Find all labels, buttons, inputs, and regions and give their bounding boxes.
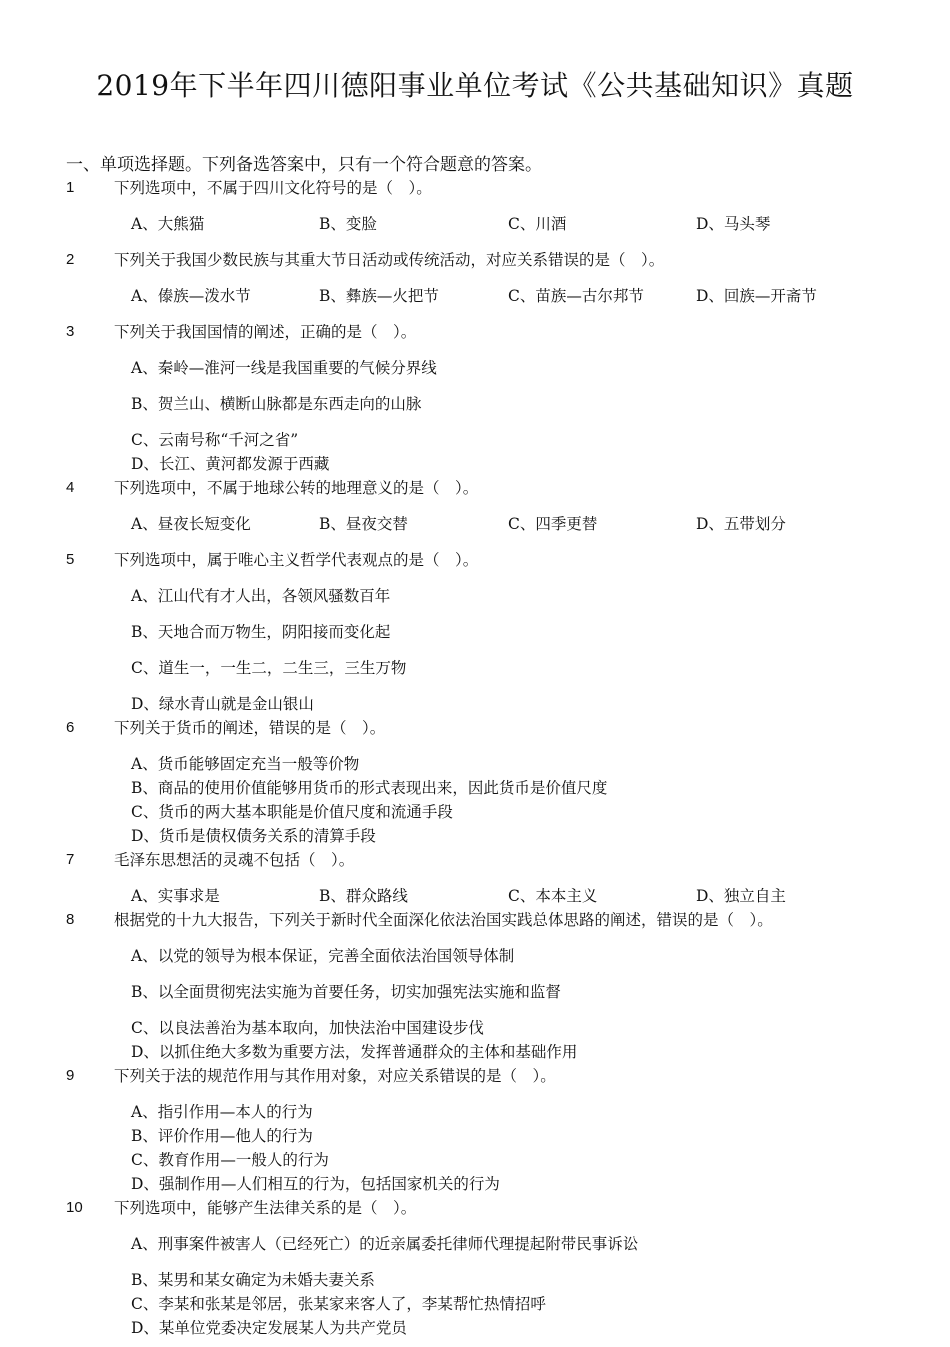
option-d: D、以抓住绝大多数为重要方法，发挥普通群众的主体和基础作用 [131, 1043, 578, 1061]
option-c: C、李某和张某是邻居，张某家来客人了，李某帮忙热情招呼 [131, 1295, 546, 1313]
question-text: 下列选项中，能够产生法律关系的是（ ）。 [114, 1199, 417, 1217]
question-number: 3 [66, 323, 75, 340]
question-text: 下列关于货币的阐述，错误的是（ ）。 [114, 719, 386, 737]
option-d: D、某单位党委决定发展某人为共产党员 [131, 1319, 407, 1337]
question-number: 2 [66, 251, 75, 268]
option-c: C、以良法善治为基本取向，加快法治中国建设步伐 [131, 1019, 484, 1037]
page-title: 2019年下半年四川德阳事业单位考试《公共基础知识》真题 [96, 69, 854, 102]
section-heading: 一、单项选择题。下列备选答案中，只有一个符合题意的答案。 [66, 155, 542, 175]
option-b: B、彝族—火把节 [319, 287, 439, 305]
option-b: B、商品的使用价值能够用货币的形式表现出来，因此货币是价值尺度 [131, 779, 608, 797]
option-b: B、天地合而万物生，阴阳接而变化起 [131, 623, 391, 641]
option-a: A、以党的领导为根本保证，完善全面依法治国领导体制 [131, 947, 515, 965]
question-text: 下列关于我国国情的阐述，正确的是（ ）。 [114, 323, 417, 341]
option-a: A、秦岭—淮河一线是我国重要的气候分界线 [131, 359, 437, 377]
option-a: A、刑事案件被害人（已经死亡）的近亲属委托律师代理提起附带民事诉讼 [131, 1235, 639, 1253]
question-number: 7 [66, 851, 75, 868]
option-a: A、大熊猫 [131, 215, 205, 233]
question-text: 根据党的十九大报告，下列关于新时代全面深化依法治国实践总体思路的阐述，错误的是（ ）。 [114, 911, 773, 929]
question-number: 9 [66, 1067, 75, 1084]
option-b: B、某男和某女确定为未婚夫妻关系 [131, 1271, 375, 1289]
option-b: B、变脸 [319, 215, 377, 233]
question-number: 1 [66, 179, 75, 196]
option-b: B、贺兰山、横断山脉都是东西走向的山脉 [131, 395, 422, 413]
option-d: D、绿水青山就是金山银山 [131, 695, 314, 713]
option-b: B、群众路线 [319, 887, 408, 905]
option-a: A、昼夜长短变化 [131, 515, 251, 533]
question-number: 8 [66, 911, 75, 928]
option-a: A、实事求是 [131, 887, 220, 905]
option-c: C、四季更替 [508, 515, 598, 533]
option-b: B、评价作用—他人的行为 [131, 1127, 313, 1145]
option-a: A、傣族—泼水节 [131, 287, 251, 305]
option-c: C、教育作用—一般人的行为 [131, 1151, 329, 1169]
option-c: C、苗族—古尔邦节 [508, 287, 644, 305]
option-b: B、昼夜交替 [319, 515, 408, 533]
question-number: 10 [66, 1199, 83, 1216]
option-d: D、长江、黄河都发源于西藏 [131, 455, 330, 473]
question-text: 下列选项中，不属于四川文化符号的是（ ）。 [114, 179, 432, 197]
question-text: 下列选项中，不属于地球公转的地理意义的是（ ）。 [114, 479, 479, 497]
option-d: D、强制作用—人们相互的行为，包括国家机关的行为 [131, 1175, 500, 1193]
option-d: D、回族—开斋节 [696, 287, 817, 305]
option-c: C、道生一，一生二，二生三，三生万物 [131, 659, 407, 677]
question-text: 毛泽东思想活的灵魂不包括（ ）。 [114, 851, 355, 869]
question-number: 5 [66, 551, 75, 568]
question-text: 下列关于我国少数民族与其重大节日活动或传统活动，对应关系错误的是（ ）。 [114, 251, 665, 269]
option-d: D、马头琴 [696, 215, 771, 233]
question-text: 下列关于法的规范作用与其作用对象，对应关系错误的是（ ）。 [114, 1067, 556, 1085]
option-d: D、货币是债权债务关系的清算手段 [131, 827, 376, 845]
option-c: C、川酒 [508, 215, 567, 233]
option-d: D、五带划分 [696, 515, 786, 533]
option-c: C、本本主义 [508, 887, 598, 905]
question-number: 4 [66, 479, 75, 496]
option-a: A、指引作用—本人的行为 [131, 1103, 313, 1121]
option-b: B、以全面贯彻宪法实施为首要任务，切实加强宪法实施和监督 [131, 983, 561, 1001]
question-number: 6 [66, 719, 75, 736]
question-text: 下列选项中，属于唯心主义哲学代表观点的是（ ）。 [114, 551, 479, 569]
option-c: C、云南号称“千河之省” [131, 431, 299, 449]
option-a: A、货币能够固定充当一般等价物 [131, 755, 360, 773]
option-a: A、江山代有才人出，各领风骚数百年 [131, 587, 391, 605]
option-c: C、货币的两大基本职能是价值尺度和流通手段 [131, 803, 453, 821]
option-d: D、独立自主 [696, 887, 786, 905]
